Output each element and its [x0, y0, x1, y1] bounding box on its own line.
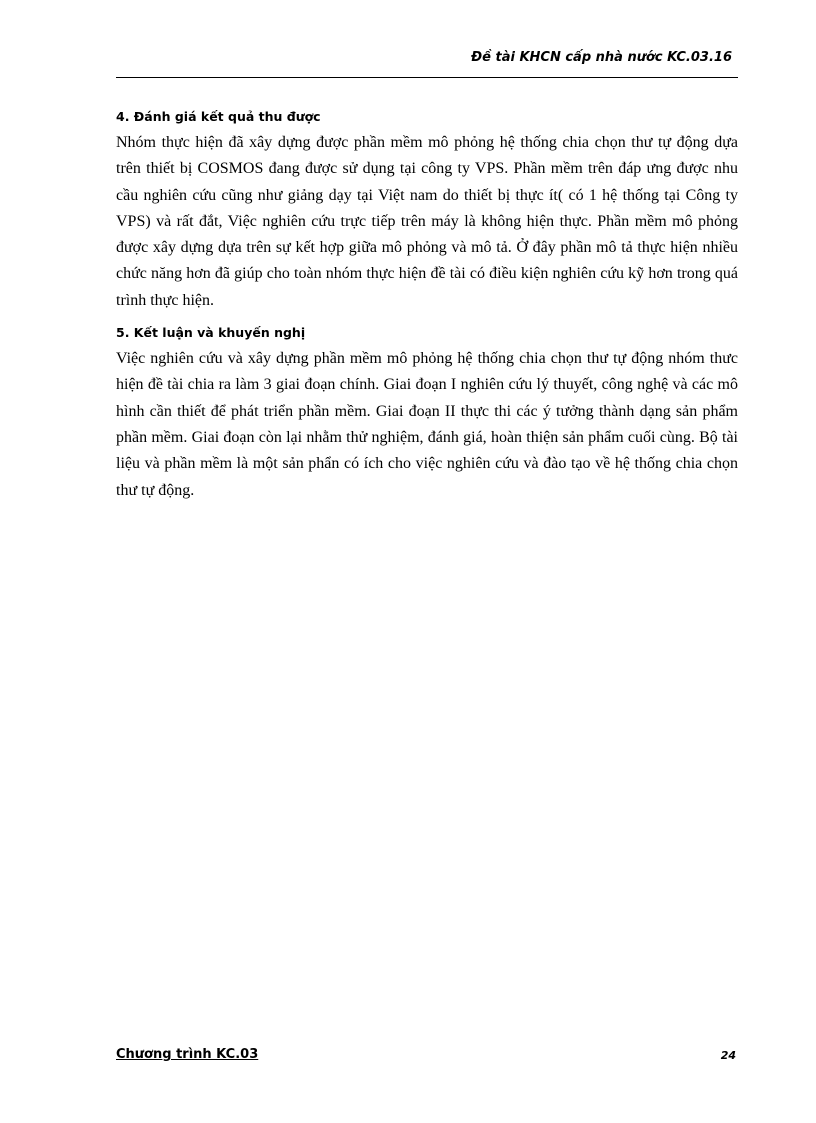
section-heading-conclusion: 5. Kết luận và khuyến nghị [116, 325, 306, 341]
document-body [116, 108, 738, 504]
section-paragraph-conclusion: Việc nghiên cứu và xây dựng phần mềm mô phỏng hệ thống chia chọn thư tự động nhóm thưc hiện đề tài chia ra làm 3 giai đoạn chính. Giai đoạn I nghiên cứu lý thuyết, công nghệ và các mô hình cần thiết để phát triển phần mềm. Giai đoạn II thực thi các ý tưởng thành dạng sản phẩm phần mềm. Giai đoạn còn lại nhằm thử nghiệm, đánh giá, hoàn thiện sản phẩm cuối cùng. Bộ tài liệu và phần mềm là một sản phẩn có ích cho việc nghiên cứu và đào tạo về hệ thống chia chọn thư tự động. [116, 350, 738, 499]
section-heading-evaluation: 4. Đánh giá kết quả thu được [116, 109, 321, 124]
page-number: 24 [720, 1049, 736, 1062]
header-divider [116, 77, 738, 78]
header-title: Đề tài KHCN cấp nhà nước KC.03.16 [471, 50, 732, 65]
section-paragraph-evaluation: Nhóm thực hiện đã xây dựng được phần mềm mô phỏng hệ thống chia chọn thư tự động dựa trên thiết bị COSMOS đang được sử dụng tại công ty VPS. Phần mềm trên đáp ưng được nhu cầu nghiên cứu cũng như giảng dạy tại Việt nam do thiết bị thực ít( có 1 hệ thống tại Công ty VPS) và rất đắt, Việc nghiên cứu trực tiếp trên máy là không hiện thực. Phần mềm mô phỏng được xây dựng dựa trên sự kết hợp giữa mô phỏng và mô tả. Ở đây phần mô tả thực hiện nhiều chức năng hơn đã giúp cho toàn nhóm thực hiện đề tài có điều kiện nghiên cứu kỹ hơn trong quá trình thực hiện. [116, 134, 738, 309]
footer-program: Chương trình KC.03 [116, 1047, 259, 1062]
